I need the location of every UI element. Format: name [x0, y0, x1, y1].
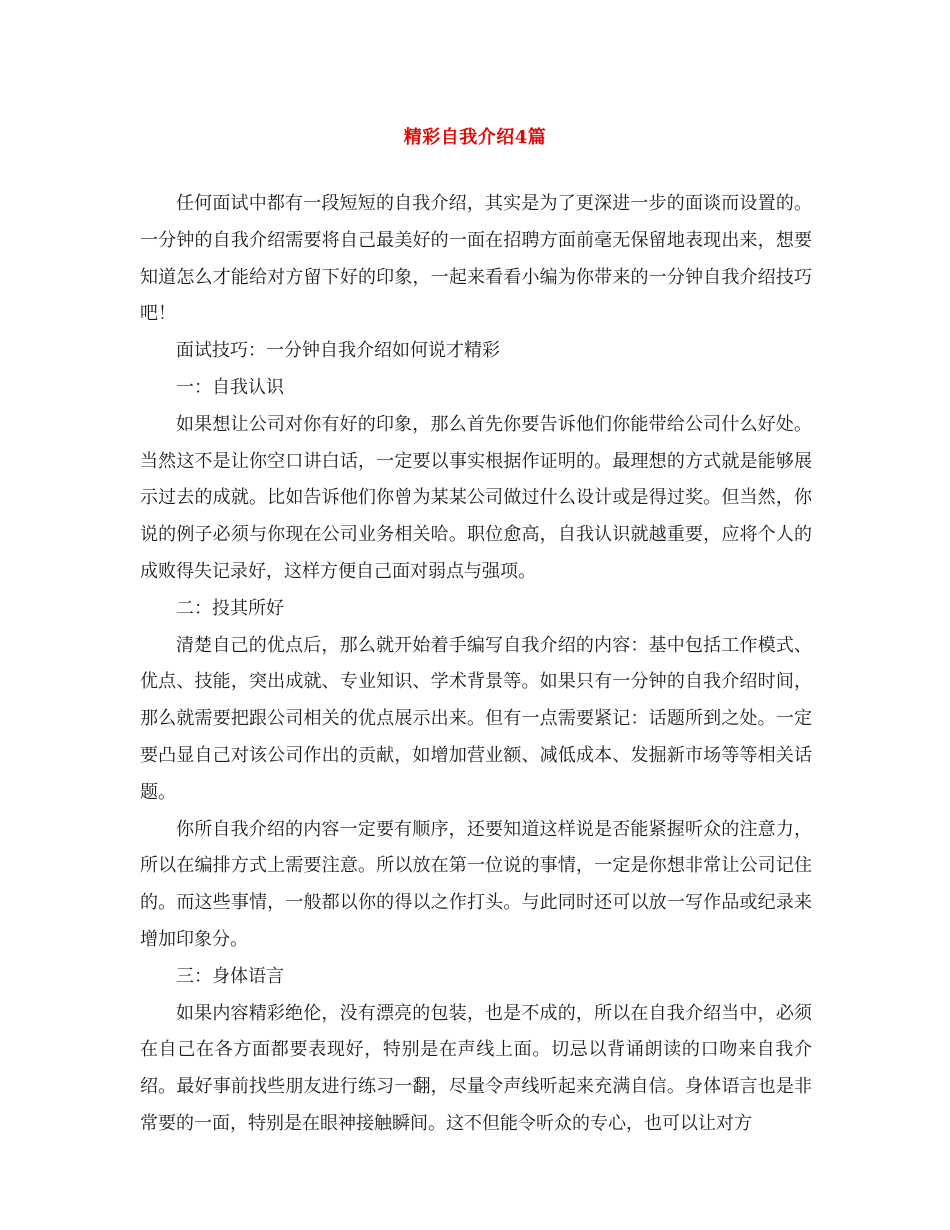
- section-heading-body-language: 三：身体语言: [176, 965, 284, 987]
- paragraph-cater-to-taste: 清楚自己的优点后，那么就开始着手编写自我介绍的内容：基中包括工作模式、优点、技能，突出成就、专业知识、学术背景等。如果只有一分钟的自我介绍时间，那么就需要把跟公司相关的优点展示出来。但有一点需要紧记：话题所到之处。一定要凸显自己对该公司作出的贡献，如增加营业额、减低成本、发掘新市场等等相关话题。: [140, 634, 812, 803]
- paragraph-self-awareness: 如果想让公司对你有好的印象，那么首先你要告诉他们你能带给公司什么好处。当然这不是让你空口讲白话，一定要以事实根据作证明的。最理想的方式就是能够展示过去的成就。比如告诉他们你曾为某某公司做过什么设计或是得过奖。但当然，你说的例子必须与你现在公司业务相关哈。职位愈高，自我认识就越重要，应将个人的成败得失记录好，这样方便自己面对弱点与强项。: [140, 413, 812, 582]
- section-heading-self-awareness: 一：自我认识: [176, 376, 284, 398]
- document-body: [140, 186, 812, 1143]
- section-heading-cater-to-taste: 二：投其所好: [176, 597, 284, 619]
- paragraph-intro: 任何面试中都有一段短短的自我介绍，其实是为了更深进一步的面谈而设置的。一分钟的自我介绍需要将自己最美好的一面在招聘方面前毫无保留地表现出来，想要知道怎么才能给对方留下好的印象，一起来看看小编为你带来的一分钟自我介绍技巧吧！: [140, 193, 812, 325]
- document-title: 精彩自我介绍4篇: [403, 127, 547, 148]
- paragraph-body-language: 如果内容精彩绝伦，没有漂亮的包装，也是不成的，所以在自我介绍当中，必须在自己在各方面都要表现好，特别是在声线上面。切忌以背诵朗读的口吻来自我介绍。最好事前找些朋友进行练习一翻，尽量令声线听起来充满自信。身体语言也是非常要的一面，特别是在眼神接触瞬间。这不但能令听众的专心，也可以让对方: [140, 1002, 812, 1134]
- paragraph-content-order: 你所自我介绍的内容一定要有顺序，还要知道这样说是否能紧握听众的注意力，所以在编排方式上需要注意。所以放在第一位说的事情，一定是你想非常让公司记住的。而这些事情，一般都以你的得以之作打头。与此同时还可以放一写作品或纪录来增加印象分。: [140, 818, 812, 950]
- section-heading-interview-tips: 面试技巧：一分钟自我介绍如何说才精彩: [176, 340, 500, 362]
